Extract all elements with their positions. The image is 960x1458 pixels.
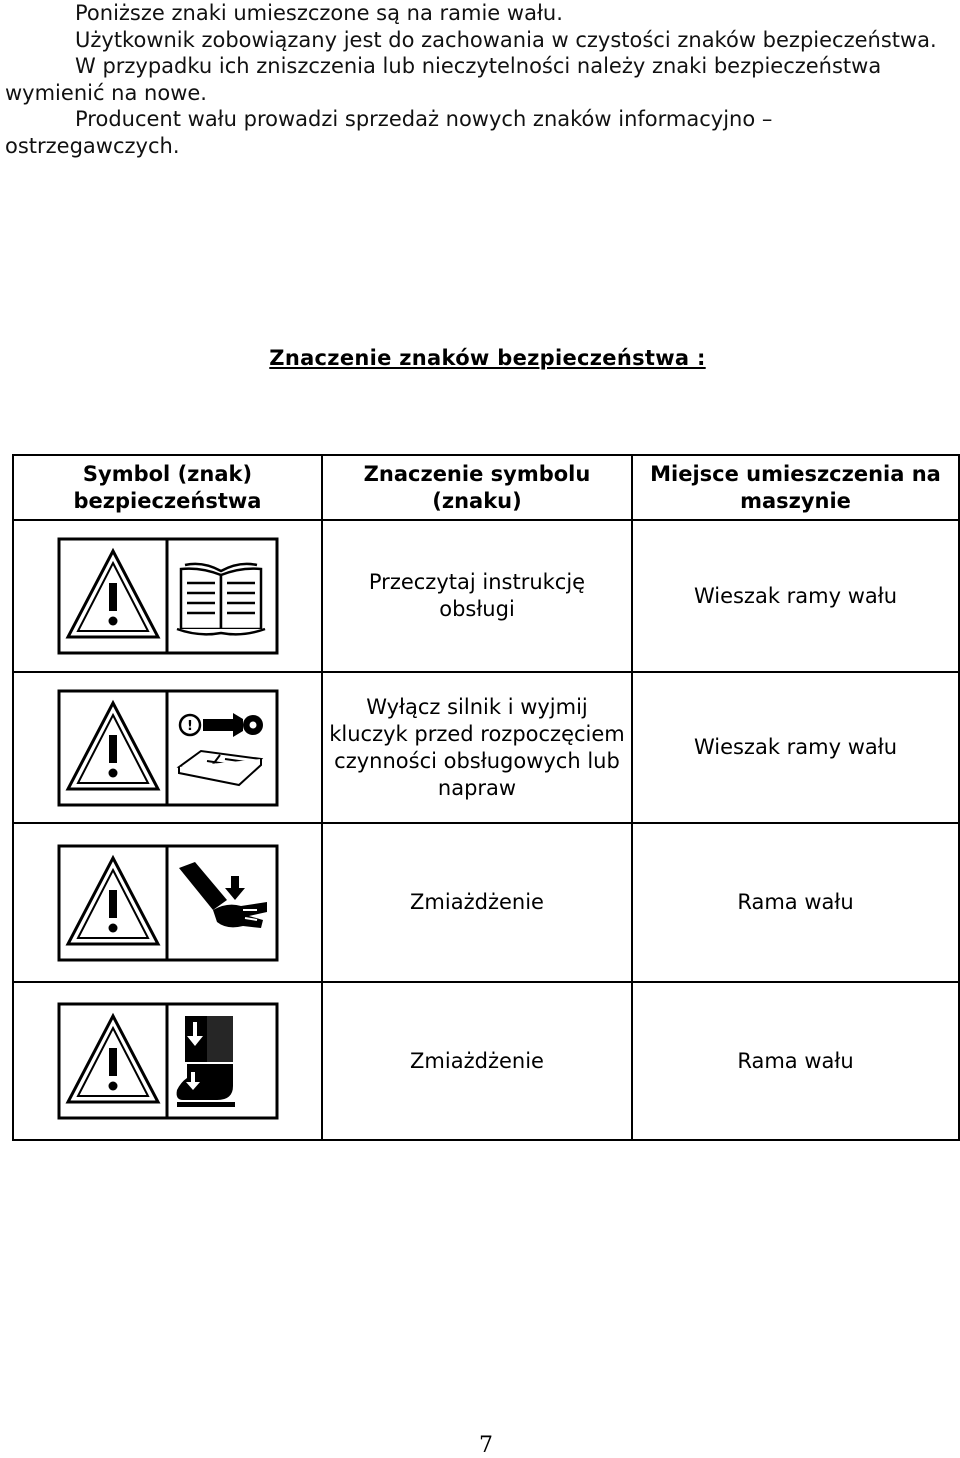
table-row	[13, 982, 959, 1140]
header-place: Miejsce umieszczenia na maszynie	[632, 455, 959, 520]
intro-line-2: Użytkownik zobowiązany jest do zachowania w czystości znaków bezpieczeństwa.	[75, 27, 937, 52]
crushed-foot-icon	[176, 1016, 234, 1107]
table-header-row	[13, 455, 959, 520]
crush-hand-sign-icon	[57, 844, 279, 962]
remove-key-sign-icon	[57, 689, 279, 807]
symbol-cell	[13, 672, 322, 823]
header-meaning: Znaczenie symbolu (znaku)	[322, 455, 632, 520]
intro-line-1: Poniższe znaki umieszczone są na ramie wału.	[75, 1, 563, 25]
meaning-cell: Zmiażdżenie	[322, 823, 632, 982]
meaning-cell: Wyłącz silnik i wyjmij kluczyk przed rozpoczęciem czynności obsługowych lub napraw	[322, 672, 632, 823]
intro-line-3: W przypadku ich zniszczenia lub nieczytelności należy znaki bezpieczeństwa wymienić na nowe.	[5, 54, 882, 105]
manual-book-icon	[177, 564, 265, 634]
symbol-cell	[13, 823, 322, 982]
table-row	[13, 823, 959, 982]
place-cell: Rama wału	[632, 823, 959, 982]
header-symbol: Symbol (znak) bezpieczeństwa	[13, 455, 322, 520]
place-cell: Wieszak ramy wału	[632, 520, 959, 672]
read-manual-sign-icon	[57, 537, 279, 655]
symbol-cell	[13, 982, 322, 1140]
crush-foot-sign-icon	[57, 1002, 279, 1120]
place-cell: Wieszak ramy wału	[632, 672, 959, 823]
meaning-cell: Przeczytaj instrukcję obsługi	[322, 520, 632, 672]
intro-line-4: Producent wału prowadzi sprzedaż nowych znaków informacyjno – ostrzegawczych.	[5, 107, 773, 158]
table-row	[13, 672, 959, 823]
meaning-cell: Zmiażdżenie	[322, 982, 632, 1140]
section-heading: Znaczenie znaków bezpieczeństwa :	[269, 346, 706, 370]
symbol-cell	[13, 520, 322, 672]
table-row	[13, 520, 959, 672]
safety-signs-table	[12, 454, 960, 1141]
page-number: 7	[479, 1433, 493, 1458]
svg-text:!: !	[186, 718, 193, 734]
place-cell: Rama wału	[632, 982, 959, 1140]
intro-text	[5, 0, 945, 159]
